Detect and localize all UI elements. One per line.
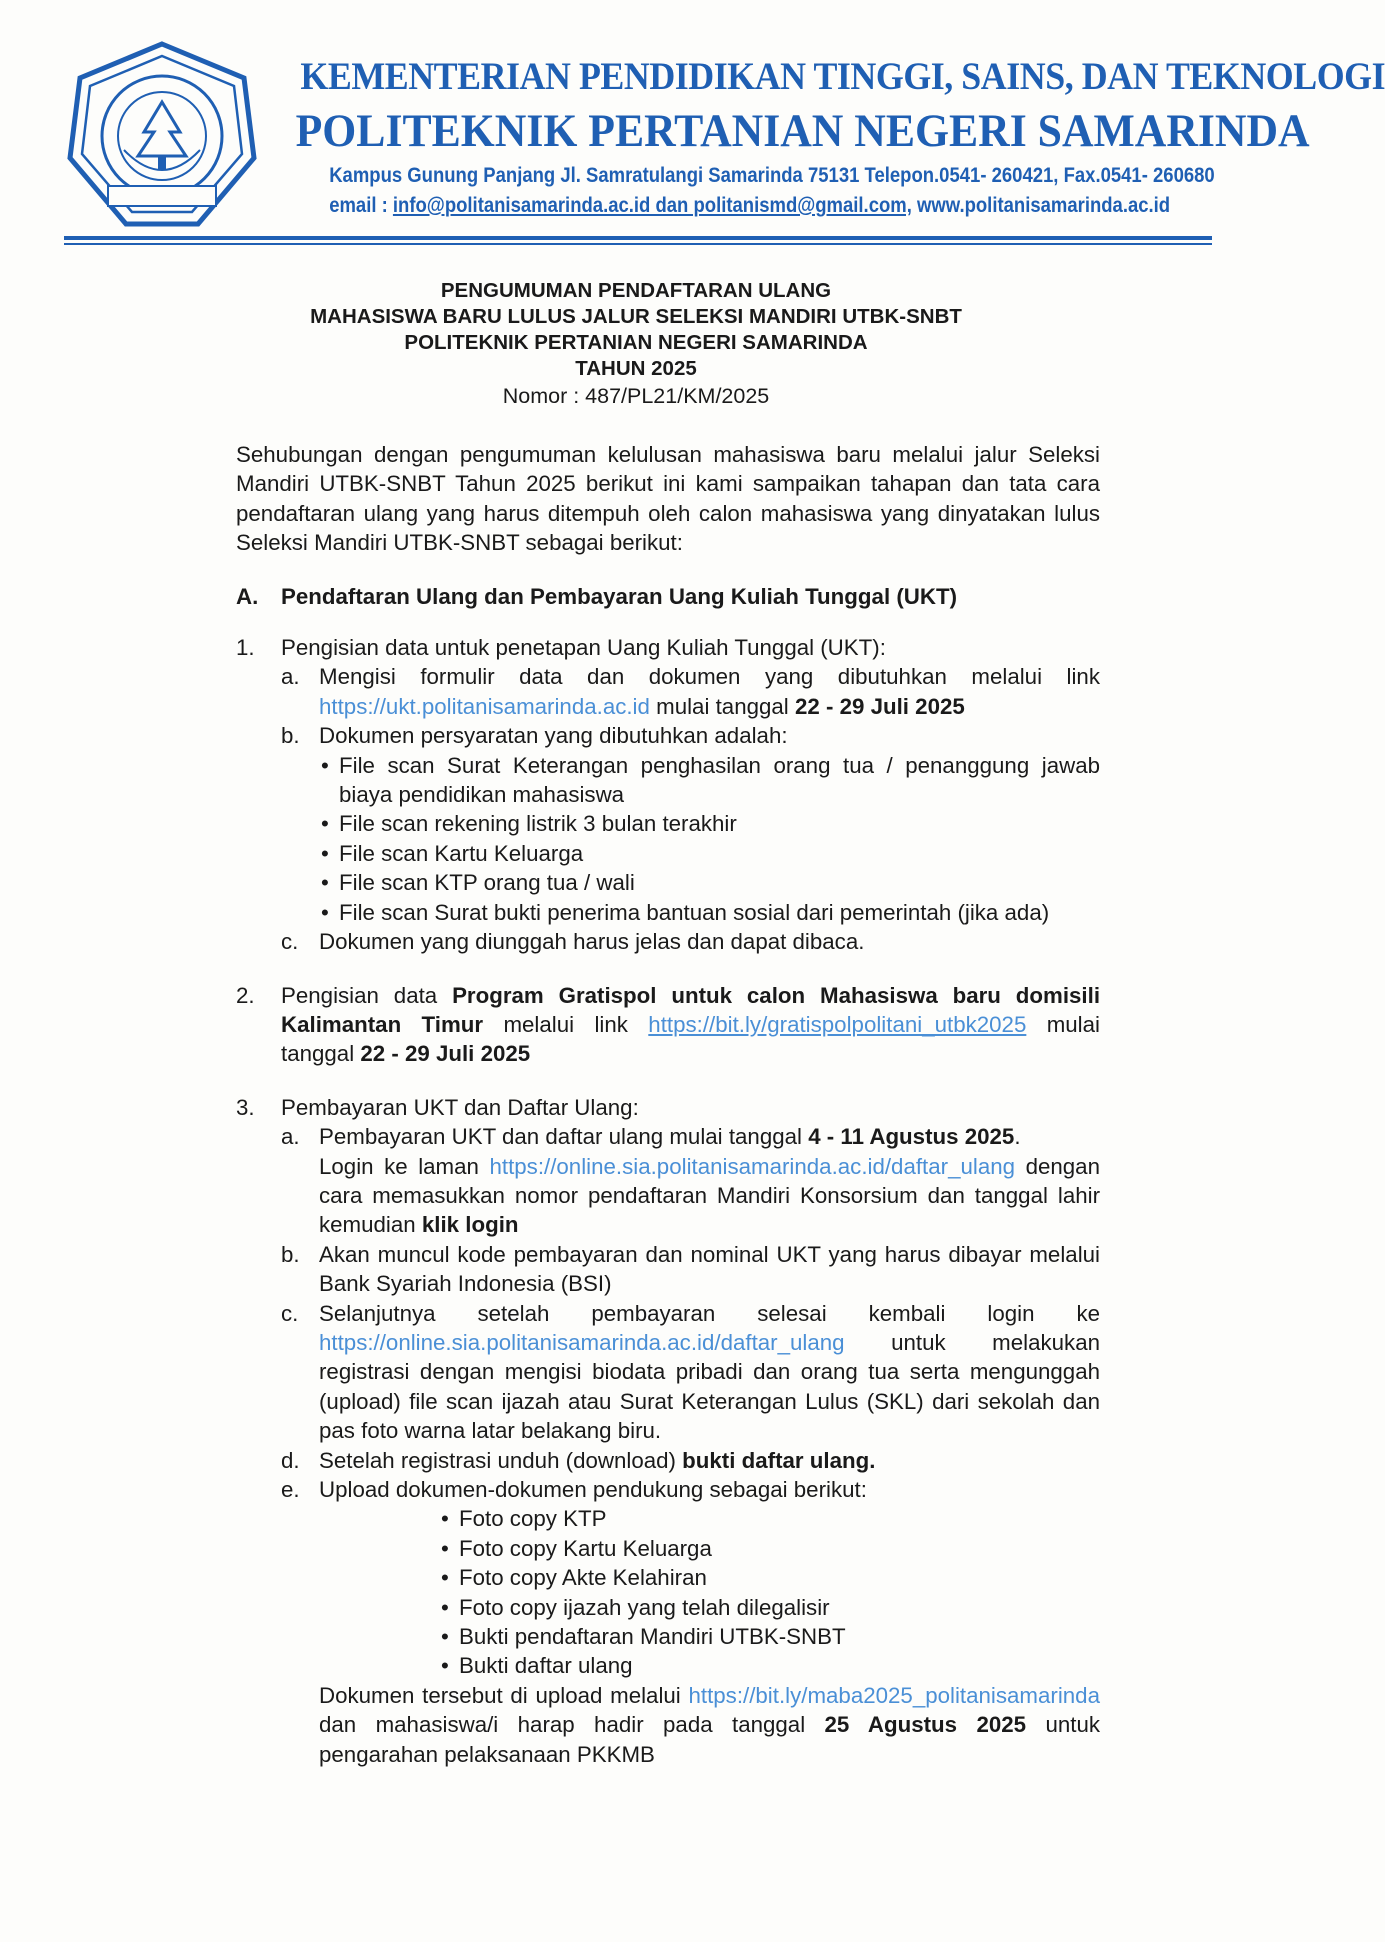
item-3-title: Pembayaran UKT dan Daftar Ulang: <box>281 1094 639 1120</box>
daftar-ulang-link[interactable]: https://online.sia.politanisamarinda.ac.id/daftar_ulang <box>489 1153 1016 1179</box>
ukt-link[interactable]: https://ukt.politanisamarinda.ac.id <box>319 693 650 719</box>
list-item-2 <box>236 981 1100 1069</box>
item-3a <box>281 1122 1100 1240</box>
website-link[interactable]: www.politanisamarinda.ac.id <box>911 193 1171 217</box>
announcement-title <box>236 278 1036 410</box>
list-item: • File scan Kartu Keluarga <box>319 839 1100 868</box>
item-1a-date: 22 - 29 Juli 2025 <box>794 693 965 719</box>
list-item: • Foto copy ijazah yang telah dilegalisir <box>439 1593 1100 1622</box>
document-number: Nomor : 487/PL21/KM/2025 <box>502 384 770 408</box>
item-number: 3. <box>236 1094 255 1120</box>
ministry-name: KEMENTERIAN PENDIDIKAN TINGGI, SAINS, DAN TEKNOLOGI <box>300 55 1385 98</box>
institution-name: POLITEKNIK PERTANIAN NEGERI SAMARINDA <box>295 105 1310 157</box>
item-3d <box>281 1446 1100 1475</box>
sub-label: b. <box>281 723 300 749</box>
sub-label: b. <box>281 1241 300 1267</box>
closing-post: untuk pengarahan pelaksanaan PKKMB <box>319 1712 1100 1767</box>
item-2-bold: Program Gratispol untuk calon Mahasiswa baru domisili Kalimantan Timur <box>281 982 1101 1037</box>
list-item: • Foto copy Akte Kelahiran <box>439 1563 1100 1592</box>
list-item: • Foto copy Kartu Keluarga <box>439 1534 1100 1563</box>
letterhead-rule-thick <box>64 236 1212 240</box>
letterhead <box>0 0 1385 250</box>
supporting-documents-list <box>439 1504 1100 1680</box>
item-1c-text: Dokumen yang diunggah harus jelas dan dapat dibaca. <box>319 929 865 955</box>
intro-paragraph: Sehubungan dengan pengumuman kelulusan mahasiswa baru melalui jalur Seleksi Mandiri UTBK-SNBT Tahun 2025 berikut ini kami sampaikan tahapan dan tata cara pendaftaran ulang yang harus ditempuh oleh calon mahasiswa yang dinyatakan lulus Seleksi Mandiri UTBK-SNBT sebagai berikut: <box>236 442 1100 556</box>
list-item-1 <box>236 633 1100 956</box>
section-a-title: Pendaftaran Ulang dan Pembayaran Uang Kuliah Tunggal (UKT) <box>281 583 958 609</box>
title-line-1: PENGUMUMAN PENDAFTARAN ULANG <box>440 279 832 302</box>
list-item: • File scan Surat bukti penerima bantuan sosial dari pemerintah (jika ada) <box>319 898 1100 927</box>
item-3c-rest: untuk melakukan registrasi dengan mengisi biodata pribadi dan orang tua serta mengunggah (upload) file scan ijazah atau Surat Keterangan Lulus (SKL) dari sekolah dan pas foto warna latar belakang biru. <box>319 1329 1100 1444</box>
item-2-post: mulai tanggal <box>281 1011 1100 1067</box>
closing-mid: dan mahasiswa/i harap hadir pada tanggal <box>319 1712 825 1738</box>
title-line-4: TAHUN 2025 <box>575 357 697 380</box>
item-1a-mid: mulai tanggal <box>649 693 795 719</box>
item-1a <box>281 662 1100 721</box>
sub-label: a. <box>281 1124 300 1150</box>
item-3a-bold: klik login <box>421 1212 519 1238</box>
item-3a-login: Login ke laman <box>319 1153 490 1179</box>
list-item: • File scan Surat Keterangan penghasilan orang tua / penanggung jawab biaya pendidikan mahasiswa <box>319 751 1100 810</box>
closing-pre: Dokumen tersebut di upload melalui <box>319 1682 689 1708</box>
section-a-heading <box>236 582 1100 611</box>
item-2-date: 22 - 29 Juli 2025 <box>360 1041 531 1067</box>
list-item: • Foto copy KTP <box>439 1504 1100 1533</box>
document-body <box>236 440 1100 1769</box>
section-a-label: A. <box>236 583 259 609</box>
item-3a-pre: Pembayaran UKT dan daftar ulang mulai tanggal <box>319 1124 809 1150</box>
item-3e <box>281 1475 1100 1769</box>
sub-label: c. <box>281 1300 299 1326</box>
item-3a-date: 4 - 11 Agustus 2025 <box>808 1124 1015 1150</box>
required-documents-list <box>319 751 1100 927</box>
sub-label: c. <box>281 929 299 955</box>
institution-address: Kampus Gunung Panjang Jl. Samratulangi Samarinda 75131 Telepon.0541- 260421, Fax.0541- 260680 <box>329 163 1215 187</box>
daftar-ulang-link-2[interactable]: https://online.sia.politanisamarinda.ac.id/daftar_ulang <box>319 1329 845 1355</box>
item-3a-dot: . <box>1014 1124 1021 1150</box>
gratispol-link[interactable]: https://bit.ly/gratispolpolitani_utbk2025 <box>648 1011 1027 1037</box>
sub-label: d. <box>281 1447 300 1473</box>
item-3a-rest: dengan cara memasukkan nomor pendaftaran Mandiri Konsorsium dan tanggal lahir kemudian <box>319 1153 1100 1238</box>
closing-date: 25 Agustus 2025 <box>824 1712 1027 1738</box>
item-2-mid: melalui link <box>483 1011 649 1037</box>
contact-line <box>329 190 1171 220</box>
upload-link[interactable]: https://bit.ly/maba2025_politanisamarinda <box>688 1682 1100 1708</box>
item-3c <box>281 1299 1100 1446</box>
list-item: • File scan KTP orang tua / wali <box>319 868 1100 897</box>
item-3e-text: Upload dokumen-dokumen pendukung sebagai berikut: <box>319 1477 867 1502</box>
list-item: • Bukti pendaftaran Mandiri UTBK-SNBT <box>439 1622 1100 1651</box>
item-1b <box>281 721 1100 927</box>
item-3d-bold: bukti daftar ulang. <box>682 1447 876 1473</box>
sub-label: e. <box>281 1477 300 1502</box>
title-line-3: POLITEKNIK PERTANIAN NEGERI SAMARINDA <box>404 331 868 354</box>
item-1a-text: Mengisi formulir data dan dokumen yang dibutuhkan melalui link <box>319 664 1100 690</box>
list-item: • File scan rekening listrik 3 bulan terakhir <box>319 809 1100 838</box>
institution-logo <box>64 40 260 230</box>
item-1c <box>281 927 1100 956</box>
item-3b <box>281 1240 1100 1299</box>
item-3b-text: Akan muncul kode pembayaran dan nominal UKT yang harus dibayar melalui Bank Syariah Indonesia (BSI) <box>319 1241 1100 1297</box>
list-item: • Bukti daftar ulang <box>439 1651 1100 1680</box>
letterhead-rule-thin <box>64 243 1212 245</box>
item-number: 1. <box>236 635 255 661</box>
item-number: 2. <box>236 982 255 1008</box>
item-2-pre: Pengisian data <box>281 982 453 1008</box>
email-prefix: email : <box>329 193 393 217</box>
item-3d-pre: Setelah registrasi unduh (download) <box>319 1447 683 1473</box>
sub-label: a. <box>281 664 300 690</box>
title-line-2: MAHASISWA BARU LULUS JALUR SELEKSI MANDIRI UTBK-SNBT <box>310 305 962 328</box>
item-3c-pre: Selanjutnya setelah pembayaran selesai kembali login ke <box>319 1300 1100 1326</box>
item-1-title: Pengisian data untuk penetapan Uang Kuliah Tunggal (UKT): <box>281 635 886 661</box>
email-links[interactable]: info@politanisamarinda.ac.id dan politanismd@gmail.com, <box>392 193 912 217</box>
item-1b-text: Dokumen persyaratan yang dibutuhkan adalah: <box>319 723 788 749</box>
closing-paragraph <box>319 1681 1100 1769</box>
list-item-3 <box>236 1093 1100 1769</box>
